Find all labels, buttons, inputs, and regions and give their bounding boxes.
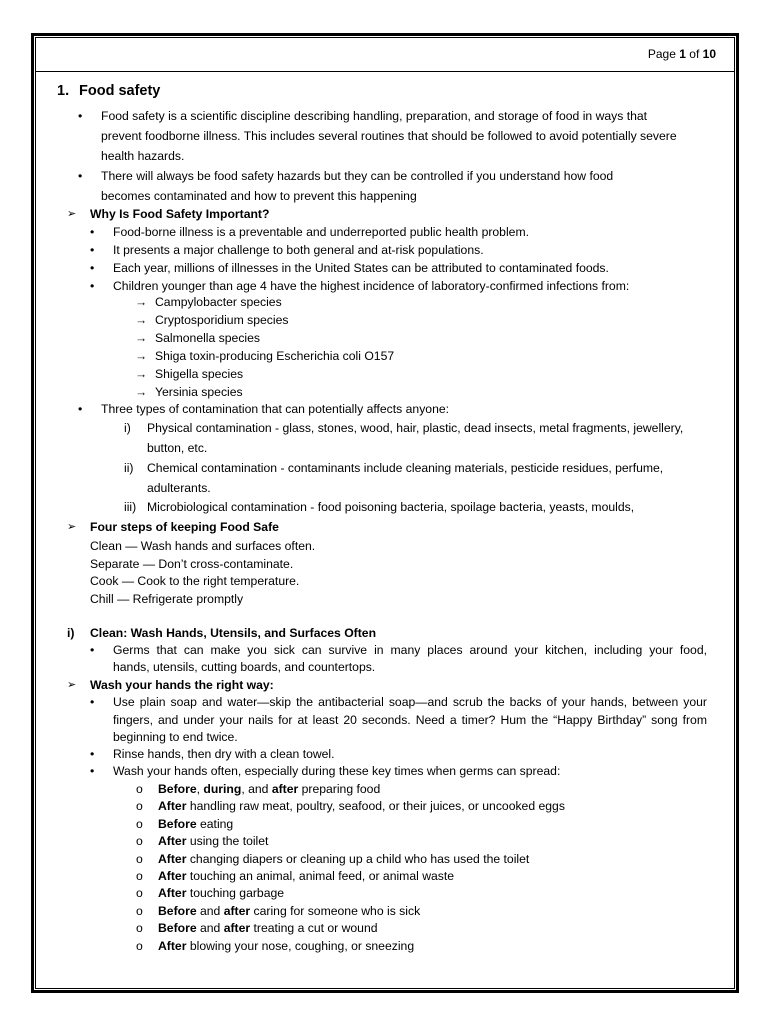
bullet-dot-icon: • (90, 643, 95, 657)
section-heading: 1. Food safety (57, 83, 161, 99)
key-time-item: Before, during, and after preparing food (158, 782, 381, 796)
four-steps-line: Cook — Cook to the right temperature. (90, 574, 300, 588)
circle-bullet-icon: o (136, 921, 143, 936)
four-steps-line: Chill — Refrigerate promptly (90, 591, 244, 606)
circle-bullet-icon: o (136, 886, 143, 901)
intro-line: There will always be food safety hazards but they can be controlled if you understand how food (101, 169, 614, 183)
bullet-dot-icon: • (90, 279, 95, 293)
wash-line: Use plain soap and water—skip the antibacterial soap—and scrub the backs of your hands, between your (113, 695, 707, 709)
key-time-item: Before and after caring for someone who is sick (158, 903, 421, 918)
roman-numeral: ii) (124, 461, 134, 475)
key-time-item: Before and after treating a cut or wound (158, 921, 378, 936)
key-time-item: After changing diapers or cleaning up a child who has used the toilet (158, 851, 530, 866)
clean-line: hands, utensils, cutting boards, and countertops. (113, 660, 376, 674)
intro-line: health hazards. (101, 149, 185, 163)
species-item: Yersinia species (155, 385, 243, 399)
right-arrow-icon: → (135, 313, 148, 327)
key-time-item: After touching an animal, animal feed, or animal waste (158, 869, 455, 883)
right-arrow-icon: → (135, 295, 148, 309)
bullet-dot-icon: • (90, 695, 95, 709)
four-steps-line: Clean — Wash hands and surfaces often. (90, 539, 316, 553)
why-item: Each year, millions of illnesses in the United States can be attributed to contaminated foods. (113, 261, 609, 275)
key-time-item: After using the toilet (158, 834, 269, 849)
intro-line: Food safety is a scientific discipline describing handling, preparation, and storage of food in ways that (101, 109, 648, 123)
right-arrow-icon: → (135, 385, 148, 399)
roman-numeral: iii) (124, 500, 137, 514)
species-item: Shigella species (155, 367, 244, 381)
species-item: Shiga toxin-producing Escherichia coli O157 (155, 349, 395, 363)
right-arrow-icon: → (135, 367, 148, 381)
key-time-item: After touching garbage (158, 886, 285, 901)
species-item: Campylobacter species (155, 295, 282, 309)
circle-bullet-icon: o (136, 834, 143, 849)
wash-line: beginning to end twice. (113, 730, 238, 744)
intro-line: becomes contaminated and how to prevent this happening (101, 189, 417, 203)
clean-number: i) (67, 626, 75, 640)
four-steps-line: Separate — Don’t cross-contaminate. (90, 556, 294, 571)
circle-bullet-icon: o (136, 851, 143, 866)
wash-line: fingers, and under your nails for at least 20 seconds. Need a timer? Hum the “Happy Birthday” song from (113, 712, 707, 727)
contamination-line: Microbiological contamination - food poisoning bacteria, spoilage bacteria, yeasts, moulds, (147, 500, 635, 514)
species-item: Cryptosporidium species (155, 313, 289, 327)
circle-bullet-icon: o (136, 782, 143, 796)
bullet-dot-icon: • (90, 225, 95, 239)
key-time-item: After handling raw meat, poultry, seafood, or their juices, or uncooked eggs (158, 799, 565, 814)
right-arrow-icon: → (135, 331, 148, 345)
arrowhead-bullet-icon: ➢ (67, 521, 77, 533)
bullet-dot-icon: • (90, 747, 95, 761)
contamination-line: adulterants. (147, 481, 211, 495)
arrowhead-bullet-icon: ➢ (67, 679, 77, 691)
contamination-line: Physical contamination - glass, stones, wood, hair, plastic, dead insects, metal fragments, jewellery, (147, 421, 684, 435)
arrowhead-bullet-icon: ➢ (67, 208, 77, 220)
bullet-dot-icon: • (78, 169, 83, 183)
key-time-item: After blowing your nose, coughing, or sneezing (158, 938, 415, 953)
right-arrow-icon: → (135, 349, 148, 363)
four-steps-heading: Four steps of keeping Food Safe (90, 520, 279, 534)
bullet-dot-icon: • (78, 402, 83, 416)
why-item: Children younger than age 4 have the highest incidence of laboratory-confirmed infections from: (113, 279, 630, 293)
bullet-dot-icon: • (90, 243, 95, 257)
wash-line: Wash your hands often, especially during these key times when germs can spread: (113, 764, 561, 778)
why-item: It presents a major challenge to both general and at-risk populations. (113, 243, 484, 257)
wash-heading: Wash your hands the right way: (90, 678, 274, 692)
circle-bullet-icon: o (136, 903, 143, 918)
intro-line: prevent foodborne illness. This includes several routines that should be followed to avoid potentially severe (101, 129, 677, 143)
contamination-intro: Three types of contamination that can potentially affects anyone: (101, 402, 450, 416)
circle-bullet-icon: o (136, 799, 143, 814)
circle-bullet-icon: o (136, 869, 143, 883)
roman-numeral: i) (124, 421, 131, 435)
contamination-line: button, etc. (147, 441, 208, 455)
circle-bullet-icon: o (136, 816, 143, 831)
contamination-line: Chemical contamination - contaminants include cleaning materials, pesticide residues, perfume, (147, 461, 664, 475)
species-item: Salmonella species (155, 331, 261, 345)
bullet-dot-icon: • (90, 261, 95, 275)
why-heading: Why Is Food Safety Important? (90, 207, 270, 221)
wash-line: Rinse hands, then dry with a clean towel. (113, 747, 335, 761)
why-item: Food-borne illness is a preventable and underreported public health problem. (113, 225, 529, 239)
clean-line: Germs that can make you sick can survive in many places around your kitchen, including your food, (113, 643, 707, 657)
bullet-dot-icon: • (90, 764, 95, 778)
page-number: Page 1 of 10 (647, 47, 716, 61)
key-time-item: Before eating (158, 816, 234, 831)
clean-heading: Clean: Wash Hands, Utensils, and Surfaces Often (90, 626, 377, 640)
bullet-dot-icon: • (78, 109, 83, 123)
circle-bullet-icon: o (136, 938, 143, 953)
